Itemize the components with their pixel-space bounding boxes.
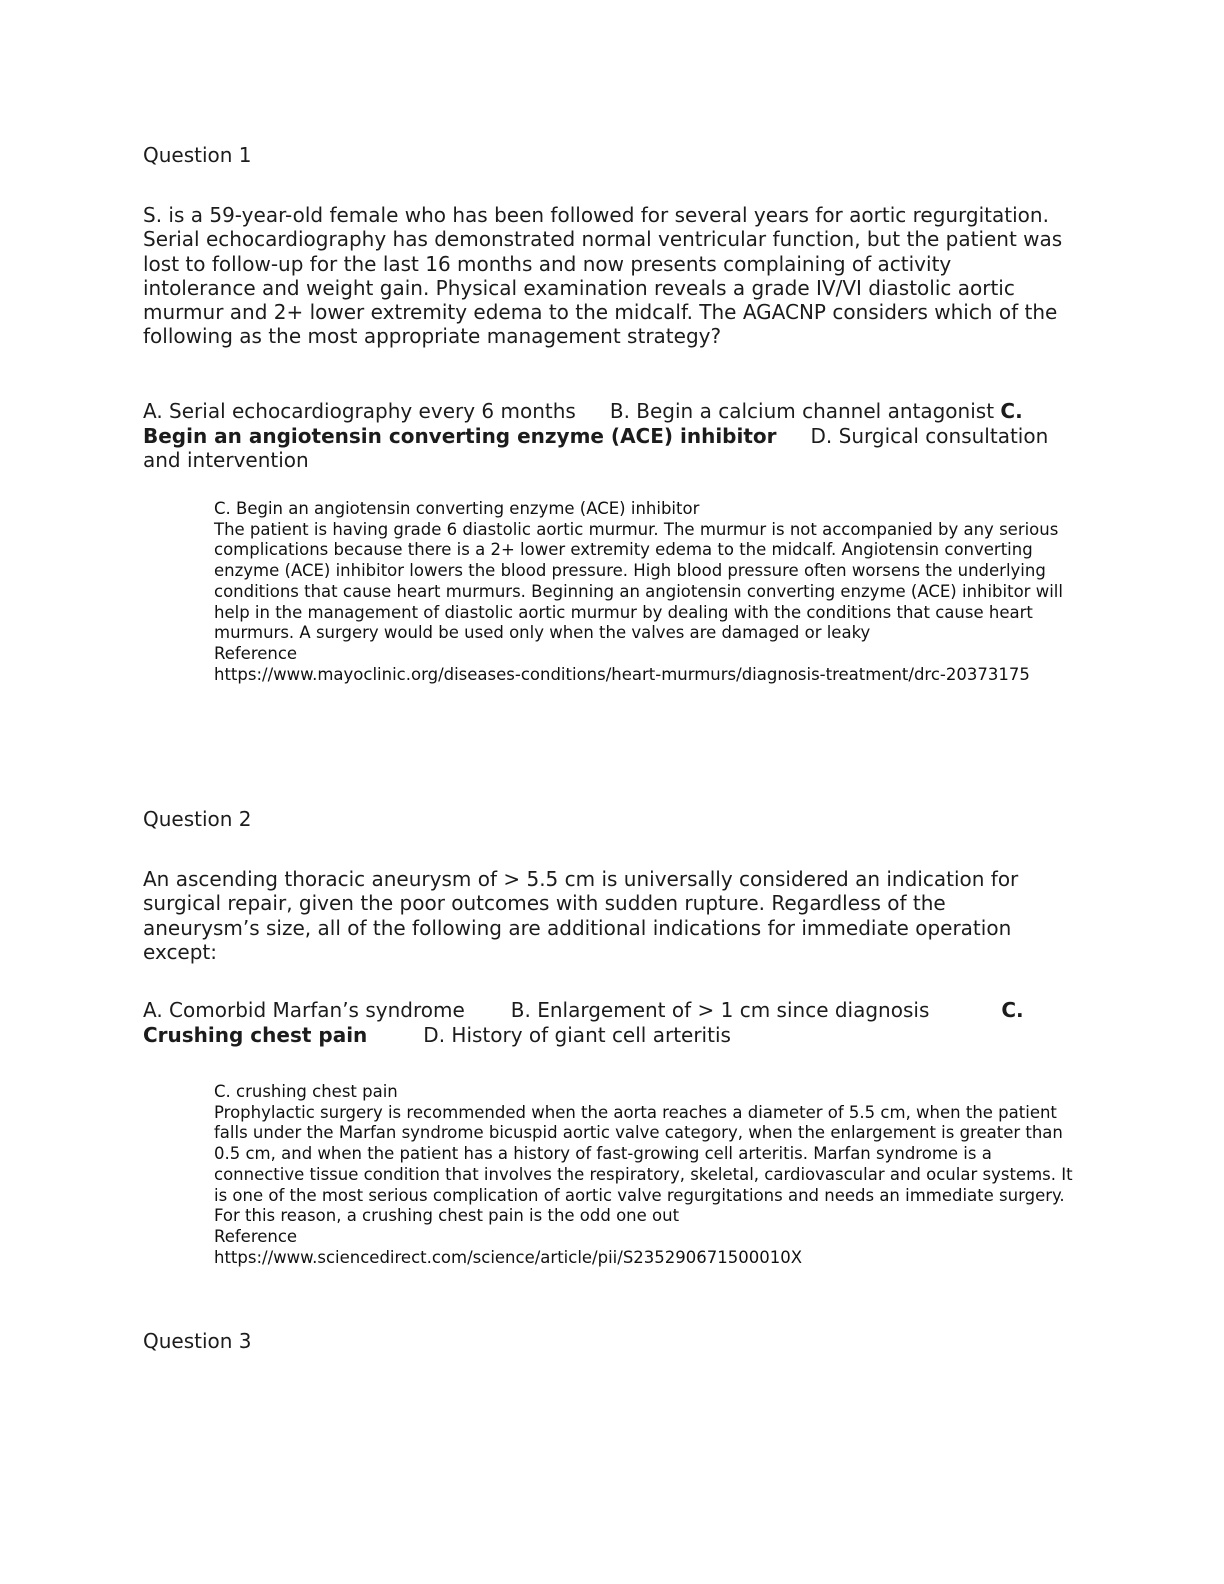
question-1-options: [143, 399, 1063, 473]
question-1-option-a: A. Serial echocardiography every 6 months: [143, 399, 576, 423]
question-2-option-a: A. Comorbid Marfan’s syndrome: [143, 998, 465, 1022]
question-1-reference-label: Reference: [214, 643, 298, 663]
question-1-explanation: The patient is having grade 6 diastolic aortic murmur. The murmur is not accompanied by any serious complications because there is a 2+ lower extremity edema to the midcalf. Angiotensin converting enzyme (ACE) inhibitor lowers the blood pressure. High blood pressure often worsens the underlying conditions that cause heart murmurs. Beginning an angiotensin converting enzyme (ACE) inhibitor will help in the management of diastolic aortic murmur by dealing with the conditions that cause heart murmurs. A surgery would be used only when the valves are damaged or leaky: [214, 519, 1063, 643]
question-1-answer: [143, 499, 1073, 685]
question-1-answer-choice: C. Begin an angiotensin converting enzyme (ACE) inhibitor: [214, 499, 700, 518]
question-2-reference-url: https://www.sciencedirect.com/science/article/pii/S235290671500010X: [214, 1247, 803, 1267]
question-2-reference-label: Reference: [214, 1226, 298, 1246]
question-1-option-c: C. Begin an angiotensin converting enzyme (ACE) inhibitor: [143, 399, 1023, 448]
question-2-option-b: B. Enlargement of > 1 cm since diagnosis: [510, 998, 930, 1022]
question-2-answer-choice: C. crushing chest pain: [214, 1082, 398, 1101]
question-1-option-b: B. Begin a calcium channel antagonist: [609, 399, 995, 423]
question-1-title: Question 1: [143, 143, 252, 167]
question-2-stem: An ascending thoracic aneurysm of > 5.5 cm is universally considered an indication for surgical repair, given the poor outcomes with sudden rupture. Regardless of the aneurysm’s size, all of the following are additional indications for immediate operation except:: [143, 867, 1019, 964]
question-1-reference-url: https://www.mayoclinic.org/diseases-conditions/heart-murmurs/diagnosis-treatment/drc-20373175: [214, 664, 1030, 684]
question-3-title: Question 3: [143, 1329, 252, 1353]
question-1-option-d: D. Surgical consultation and intervention: [143, 423, 1049, 472]
question-2-title: Question 2: [143, 807, 252, 831]
question-2-answer: [143, 1082, 1073, 1268]
question-2-option-c: C. Crushing chest pain: [143, 998, 1024, 1047]
question-1-stem: S. is a 59-year-old female who has been followed for several years for aortic regurgitation. Serial echocardiography has demonstrated normal ventricular function, but the patient was lost to follow-up for the last 16 months and now presents complaining of activity intolerance and weight gain. Physical examination reveals a grade IV/VI diastolic aortic murmur and 2+ lower extremity edema to the midcalf. The AGACNP considers which of the following as the most appropriate management strategy?: [143, 203, 1063, 349]
question-2-option-d: D. History of giant cell arteritis: [423, 1022, 731, 1047]
question-2-options: [143, 998, 1063, 1047]
question-2-explanation: Prophylactic surgery is recommended when the aorta reaches a diameter of 5.5 cm, when the patient falls under the Marfan syndrome bicuspid aortic valve category, when the enlargement is greater than 0.5 cm, and when the patient has a history of fast-growing cell arteritis. Marfan syndrome is a connective tissue condition that involves the respiratory, skeletal, cardiovascular and ocular systems. It is one of the most serious complication of aortic valve regurgitations and needs an immediate surgery. For this reason, a crushing chest pain is the odd one out: [214, 1102, 1073, 1226]
